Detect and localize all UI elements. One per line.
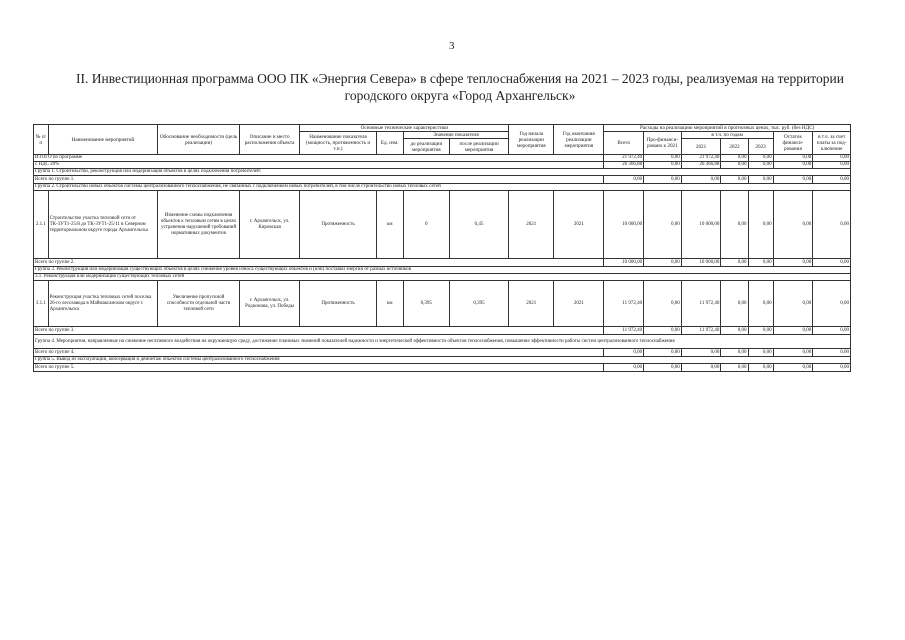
cell-total: 21 972,40 <box>604 155 644 162</box>
group-3-total-row <box>34 327 851 335</box>
cell-fee: 0,00 <box>813 281 851 327</box>
cell-fee: 0,00 <box>813 162 851 169</box>
row-label: Всего по группе 4. <box>34 349 604 357</box>
cell-2023: 0,00 <box>748 176 773 184</box>
cell-financed: 0,00 <box>644 349 682 357</box>
header-y2023: 2023 <box>748 139 773 155</box>
cell-2022: 0,00 <box>721 364 748 372</box>
group-1-heading: Группа 1. Строительство, реконструкция или модернизация объектов в целях подключения потребителей: <box>34 169 851 176</box>
header-y2022: 2022 <box>721 139 748 155</box>
cell-remaining: 0,00 <box>773 162 813 169</box>
header-incl-fee: в т.ч. за счет платы за под-ключение <box>813 132 851 155</box>
cell-total: 10 000,00 <box>604 259 644 267</box>
header-num: № п/п <box>34 125 49 155</box>
cell-remaining: 0,00 <box>773 191 813 259</box>
cell-total: 10 000,00 <box>604 191 644 259</box>
cell-financed: 0,00 <box>644 155 682 162</box>
cell-2023: 0,00 <box>748 259 773 267</box>
group-5-heading: Группа 5. Вывод из эксплуатации, консервация и демонтаж объектов системы централизованного теплоснабжения <box>34 357 851 364</box>
header-y2021: 2021 <box>681 139 721 155</box>
cell-2023: 0,00 <box>748 191 773 259</box>
header-indicator: Наименование показателя (мощность, протяженность и т.п.) <box>300 132 376 155</box>
item-location: г. Архангельск, ул. Кировская <box>239 191 300 259</box>
cell-2022: 0,00 <box>721 191 748 259</box>
cell-2022: 0,00 <box>721 259 748 267</box>
item-name: Строительство участка тепловой сети от ТК-3УТ1-25/8 до ТК-3УТ1-25/11 в Северном территориальном округе города Архангельска <box>48 191 158 259</box>
subgroup-3-1-heading: 3.1. Реконструкция или модернизация существующих тепловых сетей <box>34 274 851 281</box>
cell-remaining: 0,00 <box>773 349 813 357</box>
header-unit: Ед. изм. <box>376 132 403 155</box>
group-4-total-row <box>34 349 851 357</box>
group-2-heading: Группа 2. Строительство новых объектов системы централизованного теплоснабжения, не связанных с подключением новых потребителей, в том числе строительство новых тепловых сетей <box>34 184 851 191</box>
cell-2021: 10 000,00 <box>681 259 721 267</box>
cell-2023: 0,00 <box>748 364 773 372</box>
item-after: 0,395 <box>449 281 509 327</box>
cell-fee: 0,00 <box>813 364 851 372</box>
group-5-total-row <box>34 364 851 372</box>
item-after: 0,45 <box>449 191 509 259</box>
row-label: с НДС 20% <box>34 162 604 169</box>
item-end-year: 2021 <box>554 191 604 259</box>
header-name: Наименование мероприятий <box>48 125 158 155</box>
cell-fee: 0,00 <box>813 327 851 335</box>
row-label: Всего по группе 5. <box>34 364 604 372</box>
investment-program-table <box>33 124 851 372</box>
cell-2023: 0,00 <box>748 281 773 327</box>
cell-remaining: 0,00 <box>773 155 813 162</box>
item-3-1-1-row <box>34 281 851 327</box>
header-total: Всего <box>604 132 644 155</box>
cell-total: 0,00 <box>604 349 644 357</box>
header-remaining: Остаток финанси-рования <box>773 132 813 155</box>
header-after: после реализации мероприятия <box>449 139 509 155</box>
cell-total: 0,00 <box>604 176 644 184</box>
header-tech-group: Основные технические характеристики <box>300 125 509 132</box>
header-financed: Про-финанси-ровано к 2021 <box>644 132 682 155</box>
cell-2021: 0,00 <box>681 349 721 357</box>
cell-2023: 0,00 <box>748 349 773 357</box>
cell-2021: 0,00 <box>681 364 721 372</box>
cell-2022: 0,00 <box>721 162 748 169</box>
group-2-total-row <box>34 259 851 267</box>
item-start-year: 2021 <box>509 191 554 259</box>
group-3-heading-row <box>34 267 851 274</box>
header-costs-group: Расходы на реализацию мероприятий в прогнозных ценах, тыс. руб. (без НДС) <box>604 125 851 132</box>
item-unit: км <box>376 191 403 259</box>
cell-fee: 0,00 <box>813 349 851 357</box>
cell-2021: 11 972,40 <box>681 281 721 327</box>
cell-total: 0,00 <box>604 364 644 372</box>
group-2-heading-row <box>34 184 851 191</box>
group-1-total-row <box>34 176 851 184</box>
item-before: 0,395 <box>403 281 449 327</box>
cell-2022: 0,00 <box>721 155 748 162</box>
item-name: Реконструкция участка тепловых сетей поселка 26-го лесозавода в Маймаксанском округе г. Архангельска <box>48 281 158 327</box>
cell-2022: 0,00 <box>721 327 748 335</box>
item-end-year: 2021 <box>554 281 604 327</box>
page-number: 3 <box>449 40 455 52</box>
item-justification: Увеличение пропускной способности отдельной части тепловой сети <box>158 281 239 327</box>
group-3-heading: Группа 3. Реконструкция или модернизация существующих объектов в целях снижения уровня износа существующих объектов и (или) поставки энергии от разных источников <box>34 267 851 274</box>
header-justification: Обоснование необходимости (цель реализации) <box>158 125 239 155</box>
total-vat-row <box>34 162 851 169</box>
group-4-heading: Группа 4. Мероприятия, направленные на снижение негативного воздействия на окружающую среду, достижение плановых значений показателей надежности и энергетической эффективности объектов теплоснабжения, повышение эффективности работы систем централизованного теплоснабжения <box>34 335 851 349</box>
row-label: Всего по группе 2. <box>34 259 604 267</box>
group-5-heading-row <box>34 357 851 364</box>
cell-2023: 0,00 <box>748 327 773 335</box>
item-start-year: 2021 <box>509 281 554 327</box>
cell-fee: 0,00 <box>813 259 851 267</box>
cell-total: 11 972,40 <box>604 327 644 335</box>
item-unit: км <box>376 281 403 327</box>
item-indicator: Протяженность <box>300 191 376 259</box>
cell-financed: 0,00 <box>644 259 682 267</box>
item-location: г. Архангельск, ул. Родионова, ул. Победы <box>239 281 300 327</box>
total-program-row <box>34 155 851 162</box>
cell-fee: 0,00 <box>813 176 851 184</box>
header-location: Описание и место расположения объекта <box>239 125 300 155</box>
cell-fee: 0,00 <box>813 155 851 162</box>
header-values-group: Значение показателя <box>403 132 509 139</box>
cell-total: 26 366,88 <box>604 162 644 169</box>
cell-remaining: 0,00 <box>773 327 813 335</box>
cell-2022: 0,00 <box>721 349 748 357</box>
item-before: 0 <box>403 191 449 259</box>
cell-2021: 11 972,40 <box>681 327 721 335</box>
cell-financed: 0,00 <box>644 327 682 335</box>
cell-remaining: 0,00 <box>773 259 813 267</box>
item-indicator: Протяженность <box>300 281 376 327</box>
cell-2021: 10 000,00 <box>681 191 721 259</box>
header-end-year: Год окончания реализации мероприятия <box>554 125 604 155</box>
cell-financed: 0,00 <box>644 176 682 184</box>
group-4-heading-row <box>34 335 851 349</box>
row-label: Всего по группе 1. <box>34 176 604 184</box>
item-justification: Изменение схемы подключения объектов к тепловым сетям в целях устранения нарушений требований нормативных документов <box>158 191 239 259</box>
header-before: до реализации мероприятия <box>403 139 449 155</box>
cell-2022: 0,00 <box>721 176 748 184</box>
cell-2023: 0,00 <box>748 155 773 162</box>
cell-remaining: 0,00 <box>773 281 813 327</box>
cell-fee: 0,00 <box>813 191 851 259</box>
cell-2021: 26 366,88 <box>681 162 721 169</box>
header-start-year: Год начала реализации мероприятия <box>509 125 554 155</box>
group-1-heading-row <box>34 169 851 176</box>
item-num: 2.1.1 <box>34 191 49 259</box>
document-title: II. Инвестиционная программа ООО ПК «Энергия Севера» в сфере теплоснабжения на 2021 – 2023 годы, реализуемая на территории городского округа «Город Архангельск» <box>76 71 844 103</box>
cell-remaining: 0,00 <box>773 364 813 372</box>
item-2-1-1-row <box>34 191 851 259</box>
row-label: ИТОГО по программе <box>34 155 604 162</box>
cell-2021: 21 972,40 <box>681 155 721 162</box>
cell-2021: 0,00 <box>681 176 721 184</box>
cell-2023: 0,00 <box>748 162 773 169</box>
row-label: Всего по группе 3. <box>34 327 604 335</box>
header-row-1 <box>34 125 851 132</box>
header-by-years: в т.ч. по годам <box>681 132 773 139</box>
cell-2022: 0,00 <box>721 281 748 327</box>
cell-remaining: 0,00 <box>773 176 813 184</box>
cell-financed: 0,00 <box>644 162 682 169</box>
cell-financed: 0,00 <box>644 364 682 372</box>
subgroup-3-1-row <box>34 274 851 281</box>
cell-financed: 0,00 <box>644 281 682 327</box>
cell-total: 11 972,40 <box>604 281 644 327</box>
cell-financed: 0,00 <box>644 191 682 259</box>
item-num: 3.1.1 <box>34 281 49 327</box>
